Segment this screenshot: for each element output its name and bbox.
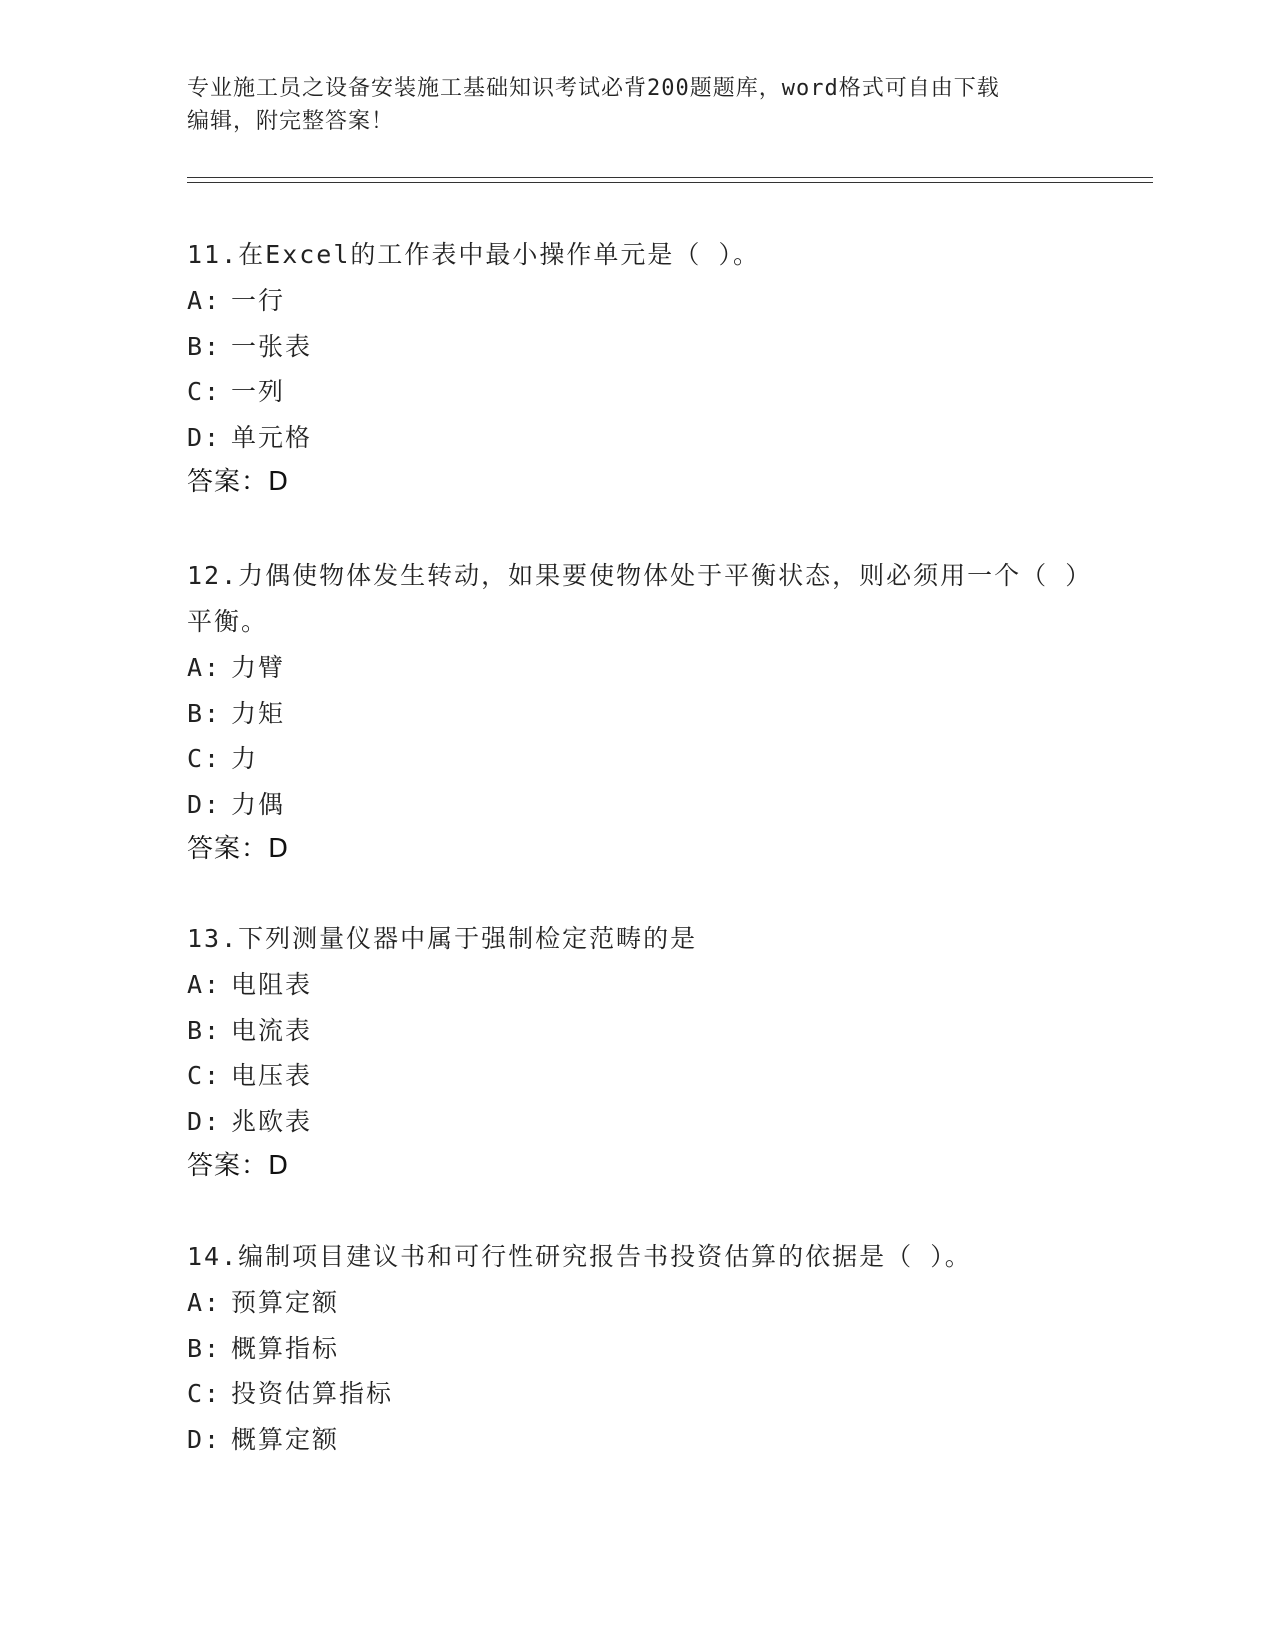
option-text: 力臂: [231, 653, 286, 682]
answer-label: 答案：D: [187, 1151, 290, 1181]
option-letter: D:: [187, 1106, 222, 1136]
option-letter: B:: [187, 698, 222, 728]
option-d: [187, 1099, 1087, 1145]
option-text: 预算定额: [231, 1288, 340, 1317]
option-c: [187, 1371, 1087, 1417]
option-a: [187, 962, 1087, 1008]
option-letter: C:: [187, 744, 222, 773]
option-c: [187, 369, 1087, 415]
option-d: [187, 782, 1087, 828]
option-letter: D:: [187, 1424, 222, 1454]
question-stem: 11.在Excel的工作表中最小操作单元是（ ）。: [187, 240, 760, 269]
option-b: [187, 324, 1087, 370]
option-text: 投资估算指标: [231, 1379, 394, 1408]
header-divider-top: [187, 177, 1153, 178]
option-c: [187, 1053, 1087, 1099]
option-text: 力矩: [231, 698, 286, 728]
document-header: [187, 72, 1067, 138]
option-b: [187, 1326, 1087, 1372]
question-stem: 14.编制项目建议书和可行性研究报告书投资估算的依据是（ ）。: [187, 1242, 972, 1271]
option-letter: B:: [187, 331, 222, 361]
option-letter: C:: [187, 1061, 222, 1090]
question-11: [187, 232, 1087, 506]
option-text: 兆欧表: [231, 1106, 313, 1136]
option-letter: A:: [187, 286, 222, 315]
option-text: 一列: [231, 377, 286, 406]
option-a: [187, 1280, 1087, 1326]
option-a: [187, 645, 1087, 691]
question-13: [187, 916, 1087, 1190]
option-letter: A:: [187, 1288, 222, 1317]
option-b: [187, 691, 1087, 737]
option-text: 概算指标: [231, 1333, 340, 1363]
option-text: 电流表: [231, 1015, 313, 1045]
option-letter: C:: [187, 1379, 222, 1408]
question-14: [187, 1234, 1087, 1462]
answer-label: 答案：D: [187, 834, 290, 864]
option-c: [187, 736, 1087, 782]
option-text: 一行: [231, 286, 286, 315]
option-a: [187, 278, 1087, 324]
option-letter: D:: [187, 422, 222, 452]
header-line-2: 编辑，附完整答案！: [187, 109, 395, 134]
option-text: 电阻表: [231, 970, 313, 999]
option-d: [187, 415, 1087, 461]
option-d: [187, 1417, 1087, 1463]
question-stem: 12.力偶使物体发生转动，如果要使物体处于平衡状态，则必须用一个（ ）平衡。: [187, 561, 1080, 636]
option-letter: A:: [187, 653, 222, 682]
answer-label: 答案：D: [187, 467, 290, 497]
option-text: 单元格: [231, 422, 313, 452]
option-text: 电压表: [231, 1061, 313, 1090]
option-letter: B:: [187, 1015, 222, 1045]
option-text: 力: [231, 744, 259, 773]
option-text: 一张表: [231, 331, 313, 361]
header-line-1: 专业施工员之设备安装施工基础知识考试必背200题题库，word格式可自由下载: [187, 76, 1000, 101]
question-12: [187, 553, 1087, 873]
question-stem: 13.下列测量仪器中属于强制检定范畴的是: [187, 924, 698, 953]
option-letter: A:: [187, 970, 222, 999]
option-letter: C:: [187, 377, 222, 406]
option-letter: D:: [187, 789, 222, 819]
option-text: 力偶: [231, 789, 286, 819]
header-divider-bottom: [187, 182, 1153, 183]
option-b: [187, 1008, 1087, 1054]
option-letter: B:: [187, 1333, 222, 1363]
option-text: 概算定额: [231, 1424, 340, 1454]
